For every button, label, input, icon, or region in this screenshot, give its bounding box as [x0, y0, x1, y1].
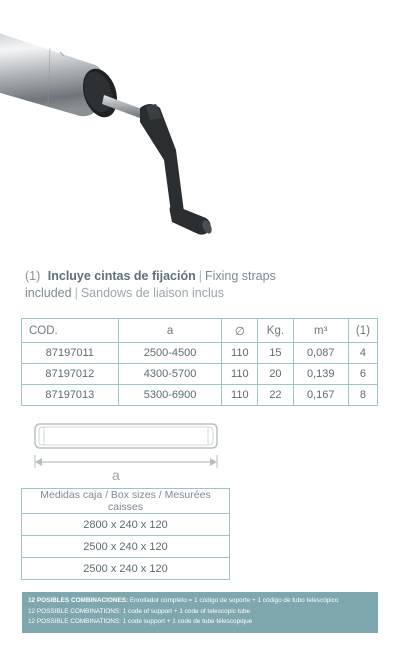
header-length: a [118, 319, 222, 343]
cell-length: 5300-6900 [118, 385, 222, 406]
table-row [22, 385, 378, 406]
note-english: Fixing straps included [25, 269, 276, 300]
cell-volume: 0,167 [293, 385, 348, 406]
cell-code: 87197013 [22, 385, 119, 406]
note-marker: (1) [25, 269, 41, 283]
cell-straps: 8 [348, 385, 377, 406]
cell-diameter: 110 [222, 343, 258, 364]
cell-code: 87197012 [22, 364, 119, 385]
info-line-es-text: Enrollador completo = 1 código de soporte + 1 código de tubo telescópico [129, 597, 339, 604]
cell-weight: 22 [258, 385, 293, 406]
dimension-label: a [112, 467, 120, 483]
header-straps: (1) [348, 319, 377, 343]
table-row [22, 364, 378, 385]
info-line-en: 12 POSSIBLE COMBINATIONS: 1 code of support + 1 code of telescopic tube [28, 607, 251, 615]
box-size-cell: 2800 x 240 x 120 [22, 514, 230, 536]
box-size-cell: 2500 x 240 x 120 [22, 558, 230, 580]
cell-weight: 20 [258, 364, 293, 385]
cell-straps: 6 [348, 364, 377, 385]
cell-length: 4300-5700 [118, 364, 222, 385]
note-separator: | [198, 269, 202, 283]
product-image [0, 0, 400, 258]
cell-volume: 0,087 [293, 343, 348, 364]
combinations-info [22, 592, 378, 633]
cell-diameter: 110 [222, 364, 258, 385]
spec-table [21, 318, 378, 406]
spec-header-row [22, 319, 378, 343]
note-french: Sandows de liaison inclus [80, 286, 224, 300]
table-row [22, 558, 230, 580]
info-line-es [28, 596, 372, 607]
header-weight: Kg. [258, 319, 293, 343]
cell-straps: 4 [348, 343, 377, 364]
table-row [22, 343, 378, 364]
straps-note [25, 268, 385, 302]
box-sizes-table [21, 488, 230, 580]
cell-diameter: 110 [222, 385, 258, 406]
table-row [22, 536, 230, 558]
note-separator: | [74, 286, 78, 300]
cell-length: 2500-4500 [118, 343, 222, 364]
cell-weight: 15 [258, 343, 293, 364]
info-line-es-title: 12 POSIBLES COMBINACIONES: [28, 597, 129, 604]
info-line-fr: 12 POSSIBLE COMBINATIONS: 1 code support + 1 code de tube télescopique [28, 618, 253, 625]
header-volume: m³ [293, 319, 348, 343]
header-code: COD. [22, 319, 119, 343]
header-diameter: ∅ [222, 319, 258, 343]
box-diagram [30, 418, 222, 488]
table-row [22, 514, 230, 536]
sizes-header: Medidas caja / Box sizes / Mesurées caisses [22, 489, 230, 514]
box-size-cell: 2500 x 240 x 120 [22, 536, 230, 558]
cell-volume: 0,139 [293, 364, 348, 385]
cell-code: 87197011 [22, 343, 119, 364]
sizes-header-row [22, 489, 230, 514]
note-spanish: Incluye cintas de fijación [47, 269, 196, 283]
